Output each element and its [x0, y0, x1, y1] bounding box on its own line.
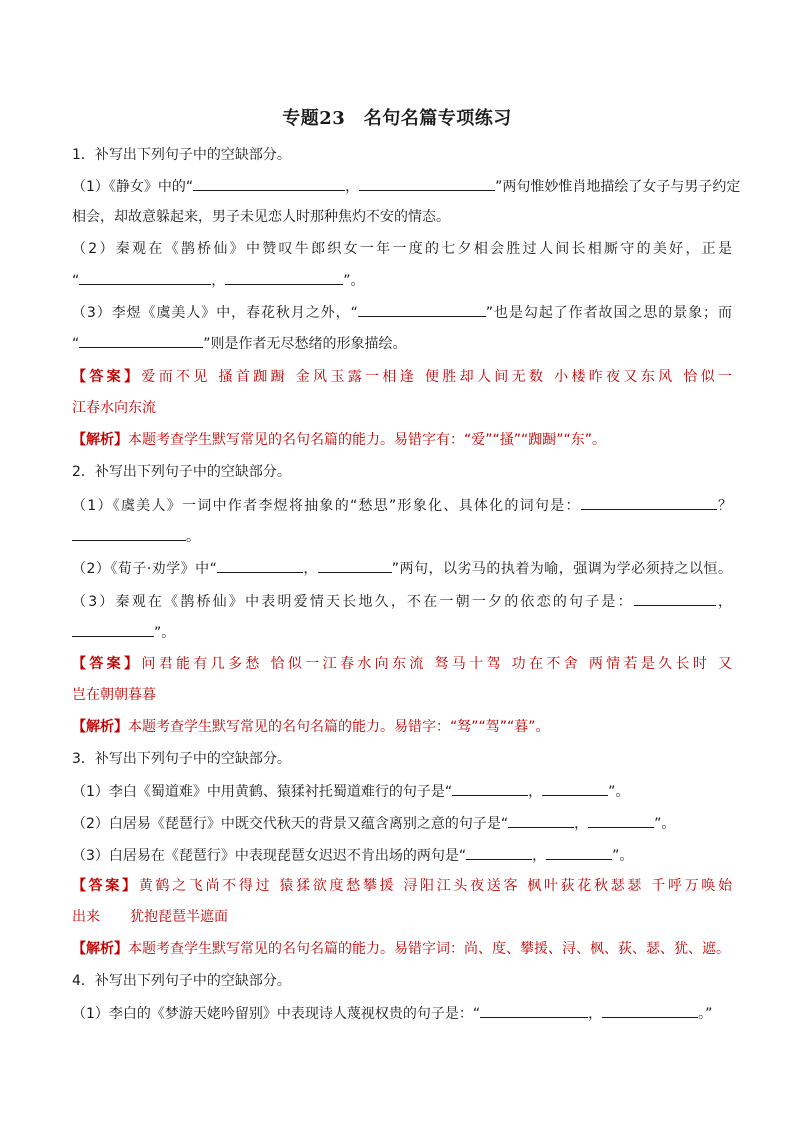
q3-sub2-prefix: （2）白居易《琵琶行》中既交代秋天的背景又蕴含离别之意的句子是“	[72, 816, 509, 832]
q1-sub3	[72, 303, 732, 322]
blank[interactable]	[480, 1004, 588, 1018]
q4-sub1-prefix: （1）李白的《梦游天姥吟留别》中表现诗人蔑视权贵的句子是：“	[72, 1006, 481, 1022]
q3-sub3-prefix: （3）白居易在《琵琶行》中表现琵琶女迟迟不肯出场的两句是“	[72, 848, 467, 864]
q3-answer-cont: 出来 犹抱琵琶半遮面	[72, 909, 228, 925]
q1-sub1: （1）《静女》中的“ ， ”两句惟妙惟肖地描绘了女子与男子约定	[72, 179, 741, 195]
q1-sub2: （2）秦观在《鹊桥仙》中赞叹牛郎织女一年一度的七夕相会胜过人间长相厮守的美好，正是	[72, 241, 732, 257]
q1-sub2-blanks: “ ， ”。	[72, 273, 365, 289]
q1-sub1-prefix: （1）《静女》中的“	[72, 179, 194, 195]
analysis-tag: 【解析】	[72, 941, 128, 957]
q1-sub3-suffix: ”也是勾起了作者故国之思的景象；而	[485, 305, 732, 321]
blank[interactable]	[318, 559, 392, 573]
blank[interactable]	[508, 814, 574, 828]
blank[interactable]	[359, 177, 495, 191]
blank[interactable]	[542, 782, 608, 796]
blank[interactable]	[217, 559, 303, 573]
q2-sub3-cont: ”。	[72, 623, 732, 642]
q3-stem: 3．补写出下列句子中的空缺部分。	[72, 751, 291, 767]
q2-answer: 【答案】问君能有几多愁 恰似一江春水向东流 驽马十驾 功在不舍 两情若是久长时 又	[72, 656, 733, 672]
blank[interactable]	[225, 271, 343, 285]
q2-sub2-suffix: ”两句，以劣马的执着为喻，强调为学必须持之以恒。	[391, 561, 732, 577]
answer-tag: 【答案】	[72, 656, 142, 672]
q3-sub1-prefix: （1）李白《蜀道难》中用黄鹤、猿猱衬托蜀道难行的句子是“	[72, 784, 453, 800]
page-title: 专题23 名句名篇专项练习	[282, 108, 512, 129]
analysis-tag: 【解析】	[72, 719, 128, 735]
blank[interactable]	[588, 814, 654, 828]
q2-sub3-text: （3）秦观在《鹊桥仙》中表明爱情天长地久，不在一朝一夕的依恋的句子是：	[72, 594, 634, 610]
q2-analysis: 【解析】本题考查学生默写常见的名句名篇的能力。易错字：“驽”“驾”“暮”。	[72, 719, 550, 735]
answer-tag: 【答案】	[72, 369, 142, 385]
blank[interactable]	[546, 846, 612, 860]
blank[interactable]	[634, 592, 716, 606]
blank[interactable]	[466, 846, 532, 860]
q2-stem: 2．补写出下列句子中的空缺部分。	[72, 464, 291, 480]
blank[interactable]	[72, 623, 154, 637]
q2-sub1-text: （1）《虞美人》一词中作者李煜将抽象的“愁思”形象化、具体化的词句是：	[72, 498, 581, 514]
q4-sub1: （1）李白的《梦游天姥吟留别》中表现诗人蔑视权贵的句子是：“ ， 。”	[72, 1006, 713, 1022]
q1-sub1-cont: 相会，却故意躲起来，男子未见恋人时那种焦灼不安的情态。	[72, 209, 450, 225]
q1-analysis: 【解析】本题考查学生默写常见的名句名篇的能力。易错字有：“爱”“搔”“踟蹰”“东”。	[72, 432, 607, 448]
blank[interactable]	[72, 527, 186, 541]
q2-sub1: （1）《虞美人》一词中作者李煜将抽象的“愁思”形象化、具体化的词句是： ？	[72, 498, 733, 514]
q2-sub2: （2）《荀子·劝学》中“ ， ”两句，以劣马的执着为喻，强调为学必须持之以恒。	[72, 561, 732, 577]
q3-analysis: 【解析】本题考查学生默写常见的名句名篇的能力。易错字词：尚、度、攀援、浔、枫、荻、瑟、犹、遮。	[72, 941, 730, 957]
q3-sub2: （2）白居易《琵琶行》中既交代秋天的背景又蕴含离别之意的句子是“ ， ”。	[72, 816, 676, 832]
blank[interactable]	[79, 334, 203, 348]
q2-sub2-prefix: （2）《荀子·劝学》中“	[72, 561, 217, 577]
q1-answer: 【答案】爱而不见 搔首踟蹰 金风玉露一相逢 便胜却人间无数 小楼昨夜又东风 恰似一	[72, 369, 733, 385]
q1-stem: 1．补写出下列句子中的空缺部分。	[72, 147, 291, 163]
q1-sub3-prefix: （3）李煜《虞美人》中，春花秋月之外，“	[72, 305, 358, 321]
blank[interactable]	[193, 177, 345, 191]
blank[interactable]	[79, 271, 211, 285]
q3-answer: 【答案】黄鹤之飞尚不得过 猿猱欲度愁攀援 浔阳江头夜送客 枫叶荻花秋瑟瑟 千呼万唤始	[72, 878, 732, 894]
answer-tag: 【答案】	[72, 878, 139, 894]
q4-stem: 4．补写出下列句子中的空缺部分。	[72, 973, 291, 989]
blank[interactable]	[452, 782, 528, 796]
q2-sub3: （3）秦观在《鹊桥仙》中表明爱情天长地久，不在一朝一夕的依恋的句子是： ，	[72, 594, 733, 610]
blank[interactable]	[358, 303, 486, 317]
blank[interactable]	[581, 496, 717, 510]
q1-answer-cont: 江春水向东流	[72, 400, 156, 416]
q3-sub1: （1）李白《蜀道难》中用黄鹤、猿猱衬托蜀道难行的句子是“ ， ”。	[72, 784, 630, 800]
q3-sub3: （3）白居易在《琵琶行》中表现琵琶女迟迟不肯出场的两句是“ ， ”。	[72, 848, 634, 864]
q1-sub3-cont: “ ”则是作者无尽愁绪的形象描绘。	[72, 336, 407, 352]
q2-answer-cont: 岂在朝朝暮暮	[72, 687, 156, 703]
blank[interactable]	[602, 1004, 698, 1018]
q1-sub1-suffix: ”两句惟妙惟肖地描绘了女子与男子约定	[495, 179, 741, 195]
analysis-tag: 【解析】	[72, 432, 128, 448]
q2-sub1-cont: 。	[72, 527, 732, 546]
